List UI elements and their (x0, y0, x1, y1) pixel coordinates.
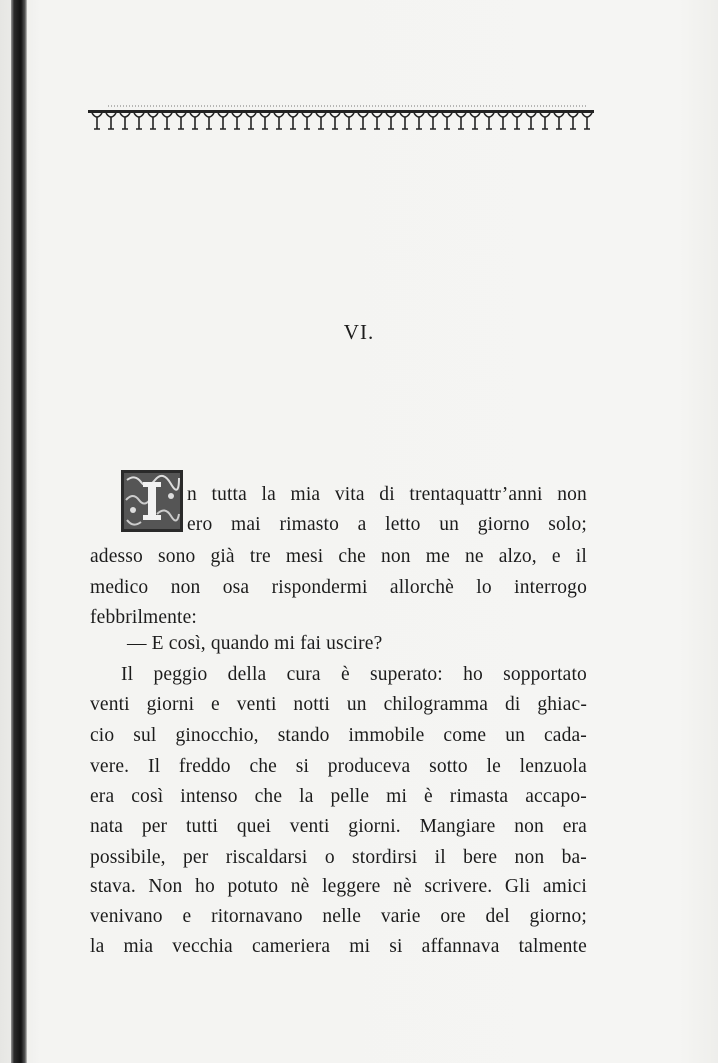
word: interrogo (514, 577, 587, 598)
text-line (90, 694, 587, 716)
word: il (575, 546, 587, 567)
illuminated-initial (121, 470, 183, 532)
text-line (90, 577, 587, 599)
ornament-motif (470, 113, 480, 129)
word: scrivere. (424, 876, 493, 897)
ornament-motif (540, 113, 550, 129)
word: ho (463, 664, 483, 685)
word: era (90, 786, 115, 807)
ornament-motif (372, 113, 382, 129)
text-line (121, 664, 587, 686)
text-line (90, 546, 587, 568)
word: della (227, 664, 267, 685)
word: di (379, 484, 395, 505)
word: venti (289, 816, 330, 837)
ornament-motif (204, 113, 214, 129)
word: rispondermi (271, 577, 368, 598)
word: chilogramma (383, 694, 489, 715)
word: e (182, 906, 192, 927)
word: adesso (90, 546, 143, 567)
ornament-motif (162, 113, 172, 129)
word: nè (393, 876, 412, 897)
ornament-motif (260, 113, 270, 129)
word: venti (90, 694, 130, 715)
text-line (90, 906, 587, 928)
word: sono (157, 546, 196, 567)
ornament-motif (246, 113, 256, 129)
word: possibile, (90, 847, 166, 868)
word: un (439, 514, 460, 535)
word: un (505, 725, 525, 746)
text-line (90, 786, 587, 808)
word: mia (290, 484, 321, 505)
word: o (324, 847, 335, 868)
word: non (380, 546, 411, 567)
word: non (557, 484, 587, 505)
ornament-motif (330, 113, 340, 129)
word: giorni. (348, 816, 401, 837)
word: pelle (330, 786, 370, 807)
word: ritornavano (211, 906, 303, 927)
word: cio (90, 725, 115, 746)
word: mesi (285, 546, 324, 567)
word: venivano (90, 906, 163, 927)
word: peggio (153, 664, 208, 685)
ornament-motif (428, 113, 438, 129)
ornament-motif (414, 113, 424, 129)
word: così (131, 786, 164, 807)
ornament-motif (218, 113, 228, 129)
word: non (514, 847, 545, 868)
ornament-motif (484, 113, 494, 129)
text-line (187, 484, 587, 506)
ornament-motif (554, 113, 564, 129)
word: superato: (370, 664, 443, 685)
word: vecchia (172, 936, 233, 957)
word: alzo, (498, 546, 537, 567)
text-line: — E così, quando mi fai uscire? (127, 633, 383, 654)
word: è (340, 664, 350, 685)
ornament-motif (386, 113, 396, 129)
word: me (425, 546, 450, 567)
word: stava. (90, 876, 136, 897)
word: nelle (322, 906, 362, 927)
text-line (90, 816, 587, 838)
word: giorno (477, 514, 530, 535)
word: per (183, 847, 209, 868)
word: lenzuola (519, 756, 587, 777)
word: talmente (518, 936, 587, 957)
text-line (90, 876, 587, 898)
word: come (443, 725, 487, 746)
word: mai (231, 514, 261, 535)
word: produceva (327, 756, 411, 777)
word: medico (90, 577, 149, 598)
word: freddo (178, 756, 231, 777)
word: nata (90, 816, 124, 837)
book-spine-edge (11, 0, 27, 1063)
word: si (295, 756, 310, 777)
ornament-motif (148, 113, 158, 129)
ornament-motif (316, 113, 326, 129)
word: stando (277, 725, 330, 746)
ornament-motif (302, 113, 312, 129)
word: sotto (429, 756, 468, 777)
text-line (90, 847, 587, 869)
word: giorni (146, 694, 195, 715)
ornament-motif (288, 113, 298, 129)
word: letto (385, 514, 421, 535)
decorative-header-ornament (88, 104, 594, 132)
word: di (505, 694, 521, 715)
ornament-motif (512, 113, 522, 129)
word: sopportato (503, 664, 587, 685)
word: tutta (211, 484, 247, 505)
word: ginocchio, (175, 725, 259, 746)
word: affannava (421, 936, 500, 957)
word: riscaldarsi (225, 847, 308, 868)
word: un (346, 694, 367, 715)
word: è (424, 786, 433, 807)
word: rimasto (279, 514, 339, 535)
text-line (90, 756, 587, 778)
ornament-motif (568, 113, 578, 129)
word: leggere (322, 876, 381, 897)
word: che (249, 756, 277, 777)
word: lo (476, 577, 492, 598)
word: varie (380, 906, 421, 927)
word: n (187, 484, 197, 505)
ornament-motif (190, 113, 200, 129)
word: amici (542, 876, 587, 897)
word: solo; (548, 514, 587, 535)
word: potuto (227, 876, 279, 897)
ornament-motif (358, 113, 368, 129)
word: bere (463, 847, 498, 868)
word: giorno; (529, 906, 587, 927)
word: immobile (348, 725, 425, 746)
ornament-motif (442, 113, 452, 129)
word: Gli (504, 876, 531, 897)
word: accapo- (525, 786, 587, 807)
ornament-motif (456, 113, 466, 129)
word: sul (133, 725, 157, 746)
word: la (90, 936, 105, 957)
word: la (299, 786, 314, 807)
word: del (485, 906, 510, 927)
word: non (170, 577, 201, 598)
word: Il (147, 756, 161, 777)
word: Il (121, 664, 134, 685)
word: cura (286, 664, 321, 685)
word: cada- (543, 725, 587, 746)
text-line (90, 725, 587, 747)
word: Non (148, 876, 183, 897)
word: stordirsi (352, 847, 418, 868)
word: vita (334, 484, 365, 505)
chapter-heading: VI. (343, 320, 375, 344)
text-line (187, 514, 587, 536)
ornament-motif (344, 113, 354, 129)
word: ho (195, 876, 215, 897)
ornament-motif (400, 113, 410, 129)
word: osa (222, 577, 250, 598)
ornament-motif (92, 113, 102, 129)
ornament-motif (176, 113, 186, 129)
word: non (514, 816, 544, 837)
word: tre (249, 546, 271, 567)
word: che (338, 546, 366, 567)
word: notti (293, 694, 330, 715)
word: si (389, 936, 403, 957)
word: ba- (561, 847, 587, 868)
ornament-motif (134, 113, 144, 129)
word: quei (236, 816, 272, 837)
word: ero (187, 514, 213, 535)
word: cameriera (251, 936, 331, 957)
word: mia (123, 936, 154, 957)
word: allorchè (389, 577, 454, 598)
ornament-motif (106, 113, 116, 129)
word: Mangiare (419, 816, 496, 837)
word: la (261, 484, 276, 505)
word: rimasta (449, 786, 509, 807)
word: a (357, 514, 367, 535)
word: mi (349, 936, 371, 957)
text-line: febbrilmente: (90, 607, 197, 628)
ornament-motif (120, 113, 130, 129)
ornament-motif (526, 113, 536, 129)
word: vere. (90, 756, 130, 777)
word: per (141, 816, 168, 837)
word: il (434, 847, 446, 868)
word: nè (290, 876, 310, 897)
word: ore (440, 906, 466, 927)
ornament-motif (498, 113, 508, 129)
ornament-motif (582, 113, 592, 129)
word: intenso (180, 786, 238, 807)
ornament-motif (274, 113, 284, 129)
word: le (486, 756, 501, 777)
word: ne (464, 546, 484, 567)
word: era (562, 816, 587, 837)
word: mi (386, 786, 408, 807)
word: già (210, 546, 235, 567)
word: e (551, 546, 561, 567)
ornament-motif (232, 113, 242, 129)
word: trentaquattr’anni (409, 484, 543, 505)
word: tutti (185, 816, 219, 837)
word: che (254, 786, 283, 807)
word: ghiac- (537, 694, 587, 715)
word: e (211, 694, 220, 715)
text-line (90, 936, 587, 958)
word: venti (236, 694, 277, 715)
